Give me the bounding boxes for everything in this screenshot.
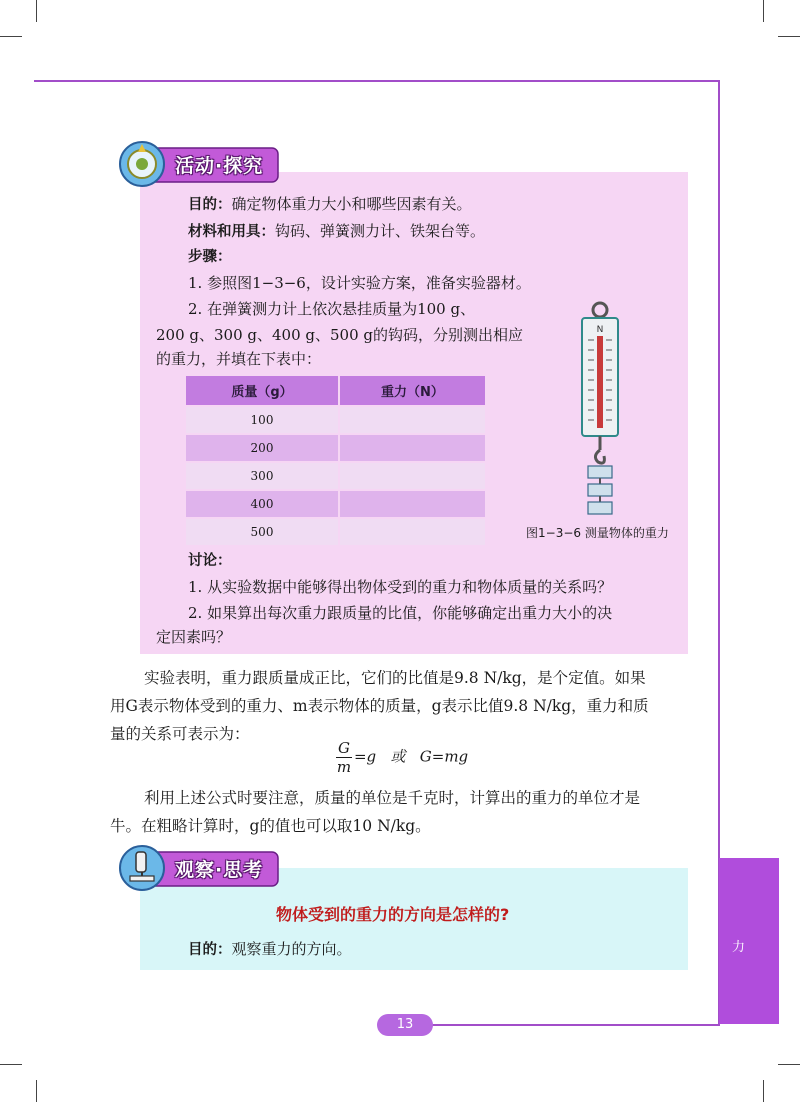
mass-cell: 200 xyxy=(186,434,339,462)
goal-text: 确定物体重力大小和哪些因素有关。 xyxy=(231,195,472,213)
discuss-1: 1. 从实验数据中能够得出物体受到的重力和物体质量的关系吗？ xyxy=(188,578,613,596)
crop-mark xyxy=(36,0,37,22)
svg-text:N: N xyxy=(596,325,604,335)
mass-cell: 100 xyxy=(186,406,339,434)
crop-mark xyxy=(763,0,764,22)
crop-mark xyxy=(778,1064,800,1065)
weight-cell[interactable] xyxy=(339,518,486,546)
activity-goal xyxy=(188,193,472,216)
table-row xyxy=(186,434,486,462)
steps-label: 步骤： xyxy=(188,249,232,265)
table-row xyxy=(186,406,486,434)
formula-rest: =g 或 G=mg xyxy=(353,747,469,766)
goal-label: 目的： xyxy=(188,197,232,213)
formula-fraction xyxy=(336,739,352,776)
weight-cell[interactable] xyxy=(339,462,486,490)
page-number: 13 xyxy=(377,1014,433,1036)
page-frame-top xyxy=(34,80,720,82)
table-row xyxy=(186,518,486,546)
crop-mark xyxy=(0,1064,22,1065)
figure-caption: 图1−3−6 测量物体的重力 xyxy=(526,526,669,540)
chapter-side-tab xyxy=(719,858,779,1024)
activity-badge-title: 活动·探究 xyxy=(175,155,264,177)
activity-materials xyxy=(188,220,485,243)
observe-badge-title: 观察·思考 xyxy=(175,859,264,881)
chapter-side-tab-label: 力 xyxy=(732,940,746,955)
body-paragraph-1-line-1: 实验表明，重力跟质量成正比，它们的比值是9.8 N/kg，是个定值。如果 xyxy=(144,669,646,687)
mass-weight-table xyxy=(186,376,487,547)
observe-goal xyxy=(188,938,352,961)
crop-mark xyxy=(763,1080,764,1102)
formula-denominator: m xyxy=(336,758,352,776)
discuss-label: 讨论： xyxy=(188,553,232,569)
mass-cell: 500 xyxy=(186,518,339,546)
observe-goal-text: 观察重力的方向。 xyxy=(231,940,352,958)
table-row xyxy=(186,462,486,490)
body-paragraph-1-line-2: 用G表示物体受到的重力、m表示物体的质量，g表示比值9.8 N/kg，重力和质 xyxy=(110,697,649,715)
spring-scale-illustration xyxy=(574,300,626,522)
step-2-line-2: 200 g、300 g、400 g、500 g的钩码，分别测出相应 xyxy=(156,326,524,344)
materials-label: 材料和用具： xyxy=(188,224,275,240)
weight-cell[interactable] xyxy=(339,490,486,518)
body-paragraph-1-line-3: 量的关系可表示为： xyxy=(110,725,250,743)
table-header-row xyxy=(186,376,486,406)
materials-text: 钩码、弹簧测力计、铁架台等。 xyxy=(275,222,486,240)
crop-mark xyxy=(778,36,800,37)
formula-numerator: G xyxy=(338,739,350,757)
crop-mark xyxy=(0,36,22,37)
mass-cell: 300 xyxy=(186,462,339,490)
header-weight: 重力（N） xyxy=(339,376,486,406)
body-paragraph-2-line-1: 利用上述公式时要注意，质量的单位是千克时，计算出的重力的单位才是 xyxy=(144,789,641,807)
step-2-line-3: 的重力，并填在下表中： xyxy=(156,350,322,368)
page-frame-bottom xyxy=(430,1024,720,1026)
step-2-line-1: 2. 在弹簧测力计上依次悬挂质量为100 g、 xyxy=(188,300,476,318)
header-mass: 质量（g） xyxy=(186,376,339,406)
weight-cell[interactable] xyxy=(339,406,486,434)
weight-cell[interactable] xyxy=(339,434,486,462)
crop-mark xyxy=(36,1080,37,1102)
discuss-2-line-1: 2. 如果算出每次重力跟质量的比值，你能够确定出重力大小的决 xyxy=(188,604,613,622)
gravity-formula xyxy=(336,739,468,776)
mass-cell: 400 xyxy=(186,490,339,518)
body-paragraph-2-line-2: 牛。在粗略计算时，g的值也可以取10 N/kg。 xyxy=(110,817,431,835)
step-1: 1. 参照图1−3−6，设计实验方案，准备实验器材。 xyxy=(188,274,531,292)
observe-question: 物体受到的重力的方向是怎样的? xyxy=(276,905,510,924)
observe-goal-label: 目的： xyxy=(188,942,232,958)
table-row xyxy=(186,490,486,518)
discuss-2-line-2: 定因素吗？ xyxy=(156,628,232,646)
